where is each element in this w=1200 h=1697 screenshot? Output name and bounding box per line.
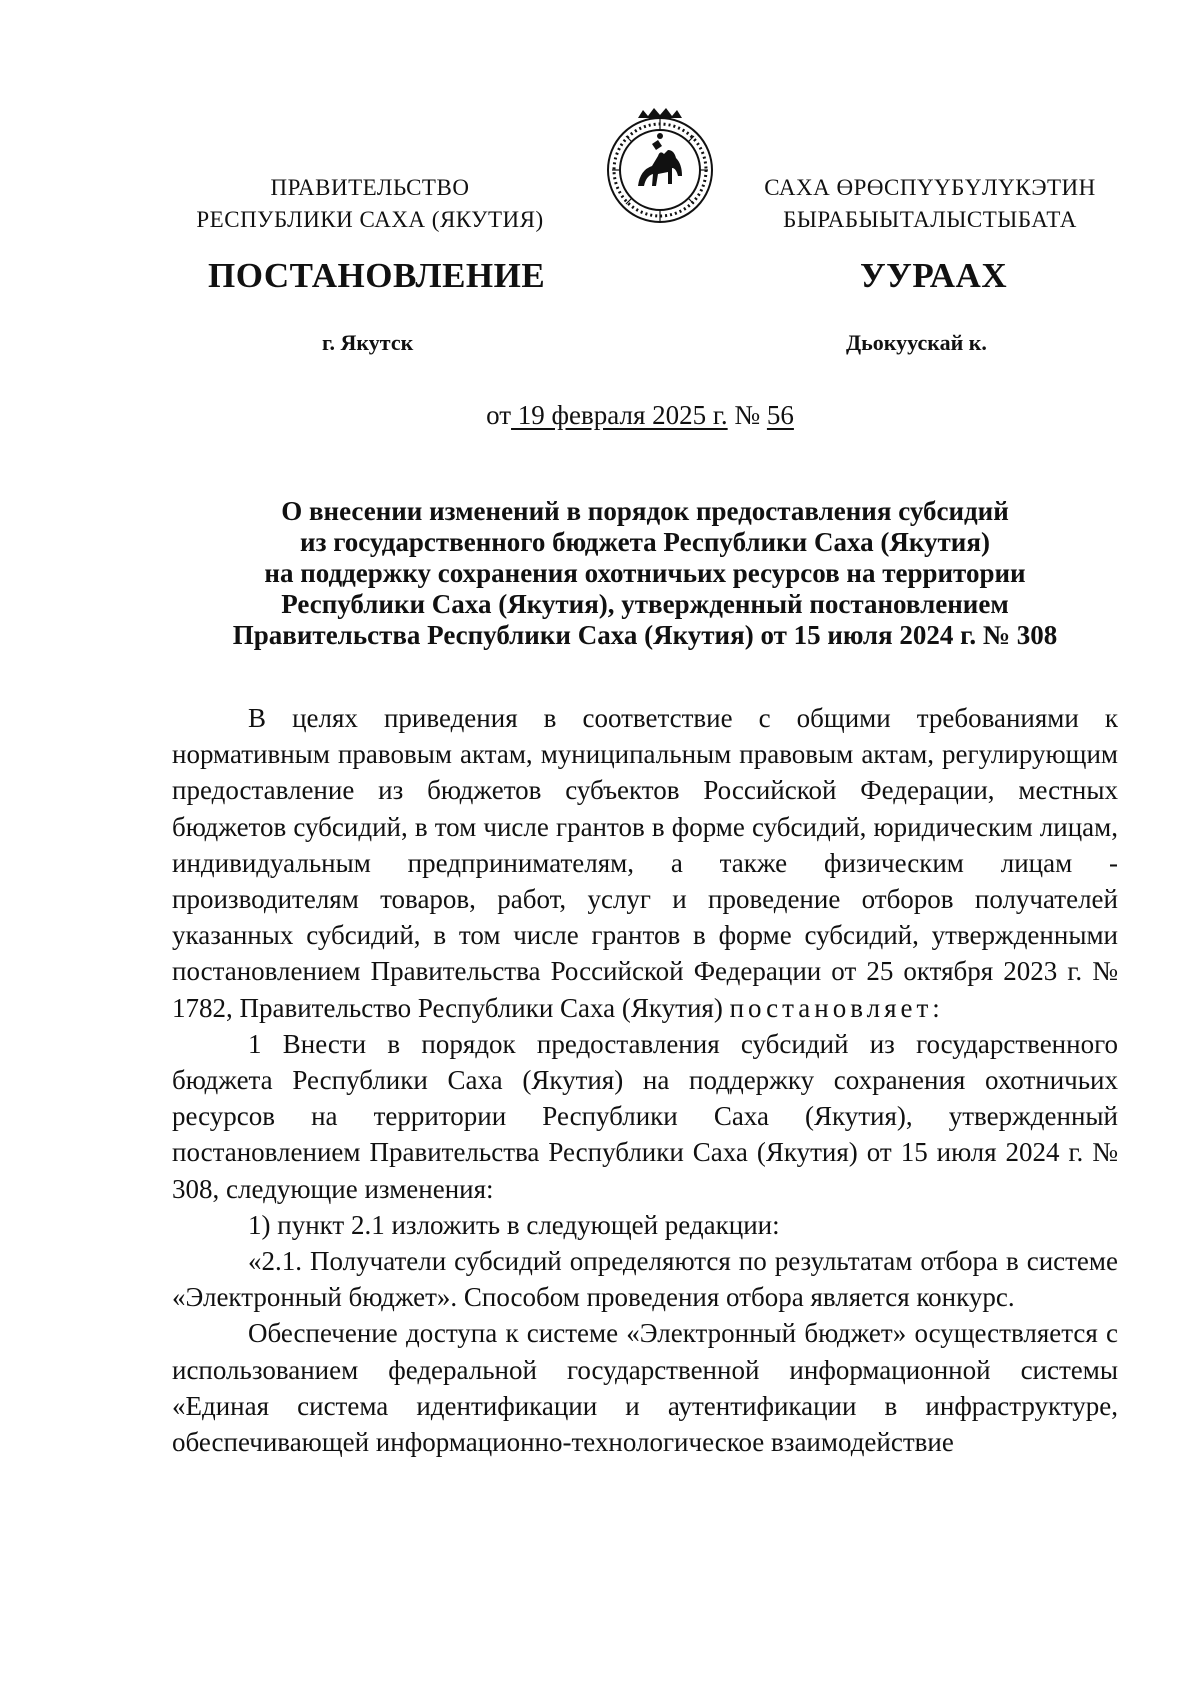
title-line: из государственного бюджета Республики Саха (Якутия) <box>300 527 990 557</box>
doc-type-russian: ПОСТАНОВЛЕНИЕ <box>208 256 546 295</box>
paragraph-subitem-1: 1) пункт 2.1 изложить в следующей редакции: <box>248 1209 780 1240</box>
preamble-text: В целях приведения в соответствие с общими требованиями к нормативным правовым актам, муниципальным правовым актам, регулирующим предоставление из бюджетов субъектов Российской Федерации, местных бюджетов субсидий, в том числе грантов в форме субсидий, юридическим лицам, индивидуальным предпринимателям, а также физическим лицам - производителям товаров, работ, услуг и проведение отборов получателей указанных субсидий, в том числе грантов в форме субсидий, утвержденными постановлением Правительства Российской Федерации от 25 октября 2023 г. № 1782, Правительство Республики Саха (Якутия) <box>172 703 1118 1023</box>
header-left-line2: РЕСПУБЛИКИ САХА (ЯКУТИЯ) <box>196 207 544 232</box>
paragraph-item-1: 1 Внести в порядок предоставления субсидий из государственного бюджета Республики Саха (Якутия) на поддержку сохранения охотничьих ресурсов на территории Республики Саха (Якутия), утвержденный постановлением Правительства Республики Саха (Якутия) от 15 июля 2024 г. № 308, следующие изменения: <box>172 1028 1118 1204</box>
header-left-line1: ПРАВИТЕЛЬСТВО <box>270 175 470 200</box>
city-yakut: Дьокуускай к. <box>846 330 987 355</box>
document-date-line <box>0 400 1200 431</box>
doc-type-yakut: УУРААХ <box>860 256 1008 295</box>
header-right-line2: БЫРАБЫЫТАЛЫСТЫБАТА <box>783 207 1077 232</box>
title-line: О внесении изменений в порядок предоставления субсидий <box>281 496 1009 526</box>
document-body <box>172 700 1118 1460</box>
number-sign: № <box>727 400 767 430</box>
government-name-yakut <box>740 172 1120 236</box>
header-right-line1: САХА ӨРӨСПҮҮБҮЛҮКЭТИН <box>764 175 1096 200</box>
title-line: Республики Саха (Якутия), утвержденный постановлением <box>281 589 1009 619</box>
document-number: 56 <box>766 400 794 430</box>
government-name-russian <box>160 172 580 236</box>
title-line: Правительства Республики Саха (Якутия) от 15 июля 2024 г. № 308 <box>232 620 1058 650</box>
date-prefix: от <box>486 400 512 430</box>
document-date: 19 февраля 2025 г. <box>511 400 728 430</box>
coat-of-arms-icon <box>598 106 722 230</box>
paragraph-quoted-2-1: «2.1. Получатели субсидий определяются по результатам отбора в системе «Электронный бюджет». Способом проведения отбора является конкурс. <box>172 1246 1118 1313</box>
resolves-word: постановляет: <box>729 992 944 1023</box>
title-line: на поддержку сохранения охотничьих ресурсов на территории <box>264 558 1026 588</box>
paragraph-preamble <box>172 700 1118 1026</box>
city-russian: г. Якутск <box>322 330 414 355</box>
document-title <box>170 496 1120 651</box>
paragraph-access: Обеспечение доступа к системе «Электронный бюджет» осуществляется с использованием федеральной государственной информационной системы «Единая система идентификации и аутентификации в инфраструктуре, обеспечивающей информационно-технологическое взаимодействие <box>172 1318 1118 1458</box>
